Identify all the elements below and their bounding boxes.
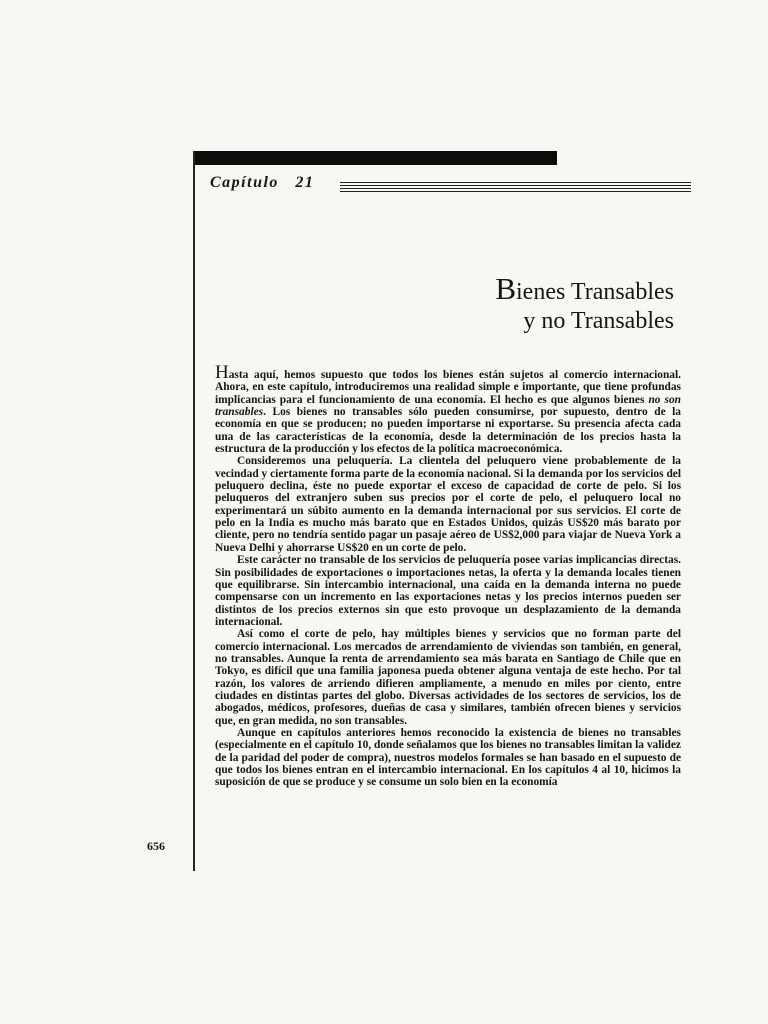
paragraph-2: Consideremos una peluquería. La clientela del peluquero viene probablemente de la vecindad y ciertamente forma parte de la economía nacional. Si la demanda por los servicios del peluquero declina, éste no puede exportar el exceso de capacidad de corte de pelo. Si los peluqueros del extranjero suben sus precios por el corte de pelo, el peluquero local no experimentará un súbito aumento en la demanda internacional por sus servicios. El corte de pelo en la India es mucho más barato que en Estados Unidos, quizás US$20 más barato por cliente, pero no tendría sentido pagar un pasaje aéreo de US$2,000 para viajar de Nueva York a Nueva Delhi y ahorrarse US$20 en un corte de pelo. [215,455,681,554]
chapter-number: 21 [295,174,315,191]
chapter-header-bar [193,151,557,165]
title-line-1: ienes Transables [516,279,674,305]
drop-cap: H [215,362,229,383]
left-margin-rule [193,151,195,871]
page-number: 656 [147,839,165,853]
body-text [215,362,681,789]
paragraph-1: Hasta aquí, hemos supuesto que todos los bienes están sujetos al comercio internacional. Ahora, en este capítulo, introduciremos una realidad simple e importante, que tiene profundas implicancias para el funcionamiento de una economía. El hecho es que algunos bienes no son transables. Los bienes no transables sólo pueden consumirse, por supuesto, dentro de la economía en que se producen; no pueden importarse ni exportarse. Su presencia afecta cada una de las características de la economía, desde la determinación de los precios hasta la estructura de la producción y los efectos de la política macroeconómica. [215,362,681,456]
paragraph-5: Aunque en capítulos anteriores hemos reconocido la existencia de bienes no transables (especialmente en el capítulo 10, donde señalamos que los bienes no transables limitan la validez de la paridad del poder de compra), nuestros modelos formales se han basado en el supuesto de que todos los bienes entran en el intercambio internacional. En los capítulos 4 al 10, hicimos la suposición de que se produce y se consume un solo bien en la economía [215,726,681,789]
chapter-heading [210,174,314,192]
paragraph-3: Este carácter no transable de los servicios de peluquería posee varias implicancias directas. Sin posibilidades de exportaciones o importaciones netas, la oferta y la demanda locales tienen que equilibrarse. Sin intercambio internacional, una caída en la demanda interna no puede compensarse con un incremento en las exportaciones netas y los precios internos pueden ser distintos de los precios externos sin que esto provoque un desplazamiento de la demanda internacional. [215,554,681,628]
chapter-label: Capítulo [210,174,279,191]
chapter-heading-rules [340,182,691,192]
title-line-2: y no Transables [523,308,674,334]
title-initial: B [495,271,516,306]
emphasis-text: no son transables [215,393,681,419]
chapter-title [495,271,674,336]
paragraph-4: Así como el corte de pelo, hay múltiples bienes y servicios que no forman parte del comercio internacional. Los mercados de arrendamiento de viviendas son también, en general, no transables. Aunque la renta de arrendamiento sea más barata en Santiago de Chile que en Tokyo, es difícil que una familia japonesa pueda obtener alguna ventaja de este hecho. Por tal razón, los valores de arriendo difieren ampliamente, a menudo en miles por ciento, entre ciudades en distintas partes del globo. Diversas actividades de los sectores de servicios, los de abogados, médicos, profesores, dueñas de casa y similares, también ofrecen bienes y servicios que, en gran medida, no son transables. [215,628,681,727]
